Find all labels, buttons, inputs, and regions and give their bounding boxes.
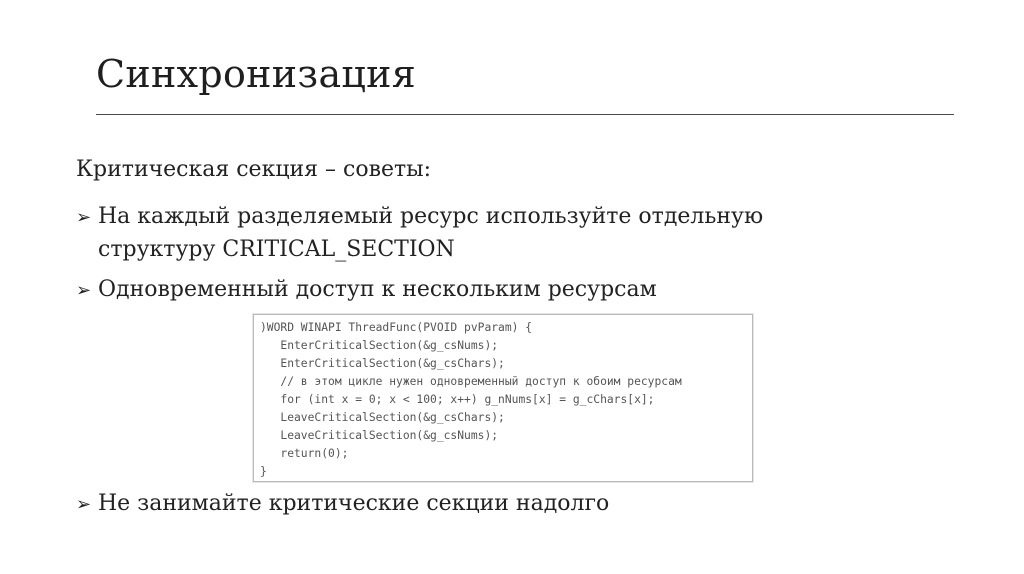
- code-line: LeaveCriticalSection(&g_csNums);: [260, 429, 499, 442]
- bullet-item: [76, 201, 956, 266]
- slide-title: Синхронизация: [96, 52, 417, 96]
- arrow-bullet-icon: ➢: [76, 207, 92, 228]
- bullet-item: [76, 488, 956, 521]
- intro-text: Критическая секция – советы:: [76, 157, 432, 182]
- title-divider: [96, 114, 954, 115]
- code-line: return(0);: [260, 447, 349, 460]
- bullet-text-continuation: структуру CRITICAL_SECTION: [98, 237, 455, 262]
- code-line: for (int x = 0; x < 100; x++) g_nNums[x] = g_cChars[x];: [260, 393, 655, 406]
- code-snippet: [253, 314, 753, 482]
- code-line: // в этом цикле нужен одновременный доступ к обоим ресурсам: [260, 375, 682, 388]
- code-line: }: [260, 465, 267, 478]
- code-line: EnterCriticalSection(&g_csNums);: [260, 339, 499, 352]
- code-line: )WORD WINAPI ThreadFunc(PVOID pvParam) {: [260, 321, 533, 334]
- bullet-item: [76, 274, 956, 307]
- bullet-text: Одновременный доступ к нескольким ресурсам: [98, 277, 657, 302]
- bullet-text: На каждый разделяемый ресурс используйте отдельную: [98, 204, 764, 229]
- code-line: EnterCriticalSection(&g_csChars);: [260, 357, 505, 370]
- arrow-bullet-icon: ➢: [76, 494, 92, 515]
- bullet-text: Не занимайте критические секции надолго: [98, 491, 610, 516]
- arrow-bullet-icon: ➢: [76, 280, 92, 301]
- code-line: LeaveCriticalSection(&g_csChars);: [260, 411, 505, 424]
